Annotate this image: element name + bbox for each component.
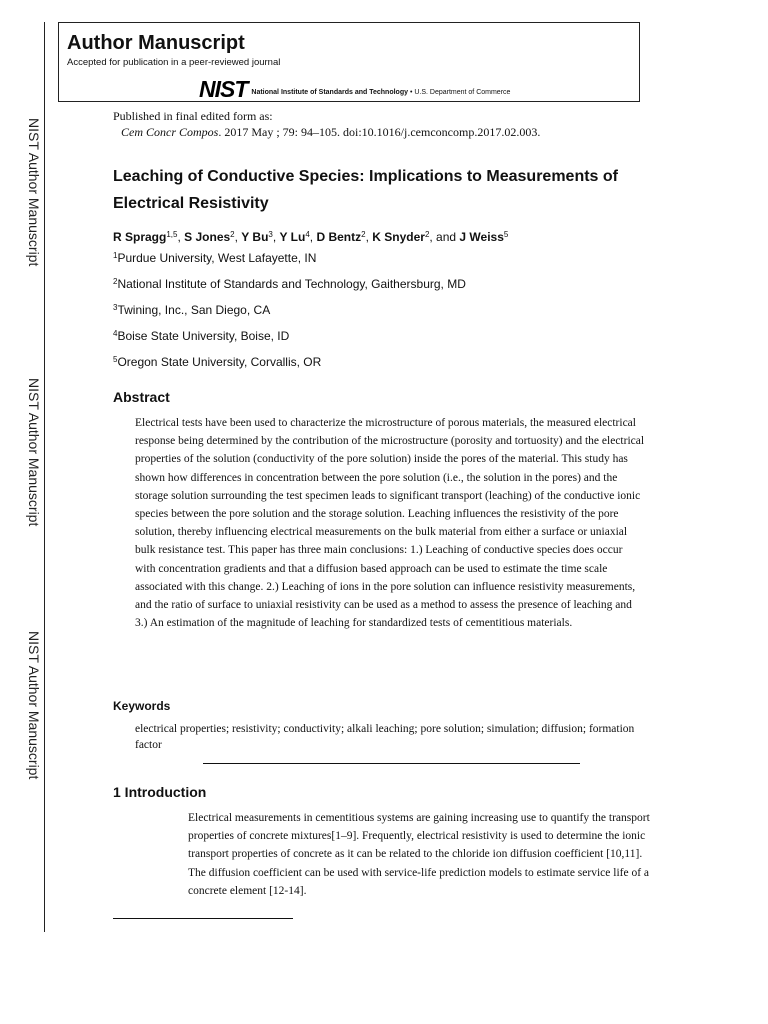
nist-name: National Institute of Standards and Technology <box>251 89 408 96</box>
introduction-text: Electrical measurements in cementitious systems are gaining increasing use to quantify the transport properties of concrete mixtures[1–9]. Frequently, electrical resistivity is used to determine the ionic transport properties of concrete as it can be related to the chloride ion diffusion coefficient [10,11]. The diffusion coefficient can be used with service-life prediction models to estimate service life of a concrete element [12-14]. <box>188 812 650 897</box>
affiliation-number: 2 <box>113 277 118 286</box>
citation-details: . 2017 May ; 79: 94–105. doi:10.1016/j.cemconcomp.2017.02.003. <box>218 125 541 139</box>
affiliation-text: Twining, Inc., San Diego, CA <box>117 303 271 317</box>
author-name: K Snyder <box>372 230 425 244</box>
author-name: Y Lu <box>279 230 306 244</box>
affiliation-text: Purdue University, West Lafayette, IN <box>117 251 317 265</box>
nist-dept: • U.S. Department of Commerce <box>408 89 511 96</box>
side-watermark-1: NIST Author Manuscript <box>26 118 42 267</box>
author-affiliation-mark: 2 <box>230 230 235 239</box>
affiliation-number: 5 <box>113 355 118 364</box>
author-separator: , <box>234 230 242 244</box>
author-name: R Spragg <box>113 230 167 244</box>
author-name: D Bentz <box>316 230 362 244</box>
author-separator: , and <box>429 230 460 244</box>
author-affiliation-mark: 4 <box>305 230 310 239</box>
side-watermark-2: NIST Author Manuscript <box>26 378 42 527</box>
introduction-heading: 1 Introduction <box>113 784 207 800</box>
nist-caption <box>251 88 510 98</box>
author-manuscript-banner <box>58 22 640 102</box>
author-list <box>113 230 508 244</box>
affiliation <box>113 303 270 317</box>
nist-logo: NIST <box>199 76 248 102</box>
nist-branding <box>199 76 511 102</box>
author-name: Y Bu <box>241 230 269 244</box>
published-label: Published in final edited form as: <box>113 109 273 123</box>
author-separator: , <box>365 230 373 244</box>
banner-subtitle: Accepted for publication in a peer-reviewed journal <box>67 57 281 68</box>
banner-title: Author Manuscript <box>67 32 245 54</box>
keywords-heading: Keywords <box>113 699 171 713</box>
author-separator: , <box>309 230 317 244</box>
author-separator: , <box>177 230 185 244</box>
author-affiliation-mark: 5 <box>503 230 509 239</box>
abstract-heading: Abstract <box>113 389 170 405</box>
affiliation <box>113 355 321 369</box>
publication-info <box>113 108 540 140</box>
citation <box>113 124 540 140</box>
affiliation <box>113 329 289 343</box>
journal-name: Cem Concr Compos <box>121 125 219 139</box>
author-name: J Weiss <box>459 230 504 244</box>
affiliation <box>113 277 466 291</box>
affiliation-number: 1 <box>113 251 118 260</box>
affiliation-number: 4 <box>113 329 118 338</box>
paper-title: Leaching of Conductive Species: Implications to Measurements of Electrical Resistivity <box>113 168 618 212</box>
section-divider <box>203 763 580 764</box>
keywords-text: electrical properties; resistivity; conductivity; alkali leaching; pore solution; simulation; diffusion; formation factor <box>135 723 635 751</box>
affiliation-text: Oregon State University, Corvallis, OR <box>117 355 322 369</box>
author-affiliation-mark: 2 <box>424 230 430 239</box>
affiliation-text: National Institute of Standards and Technology, Gaithersburg, MD <box>117 277 466 291</box>
abstract-text: Electrical tests have been used to characterize the microstructure of porous materials, the measured electrical response being determined by the contribution of the microstructure (porosity and tortuosity) and the electrical properties of the solution (conductivity of the pore solution) inside the pores of the material. This study has shown how differences in concentration between the pore solution (i.e., the solution in the pores) and the storage solution surrounding the test specimen leads to significant transport (leaching) of the conductive ionic species between the pore solution and the storage solution. Leaching influences the resistivity of the pore solution, thereby influencing electrical measurements on the bulk material from either a surface or uniaxial bulk resistance test. This paper has three main conclusions: 1.) Leaching of conductive species does occur with concentration gradients and that a diffusion based approach can be used to estimate the time scale associated with this change. 2.) Leaching of ions in the pore solution can influence resistivity measurements, and the ratio of surface to uniaxial resistivity can be used as a method to assess the presence of leaching and 3.) An estimation of the magnitude of leaching for standardized tests of cementitious materials. <box>135 417 645 630</box>
author-separator: , <box>272 230 280 244</box>
author-affiliation-mark: 1,5 <box>166 230 178 239</box>
author-name: S Jones <box>184 230 231 244</box>
author-affiliation-mark: 2 <box>361 230 366 239</box>
affiliation-text: Boise State University, Boise, ID <box>117 329 290 343</box>
affiliation <box>113 251 316 265</box>
footnote-rule <box>113 918 293 919</box>
affiliation-number: 3 <box>113 303 118 312</box>
side-watermark-3: NIST Author Manuscript <box>26 631 42 780</box>
author-affiliation-mark: 3 <box>268 230 273 239</box>
